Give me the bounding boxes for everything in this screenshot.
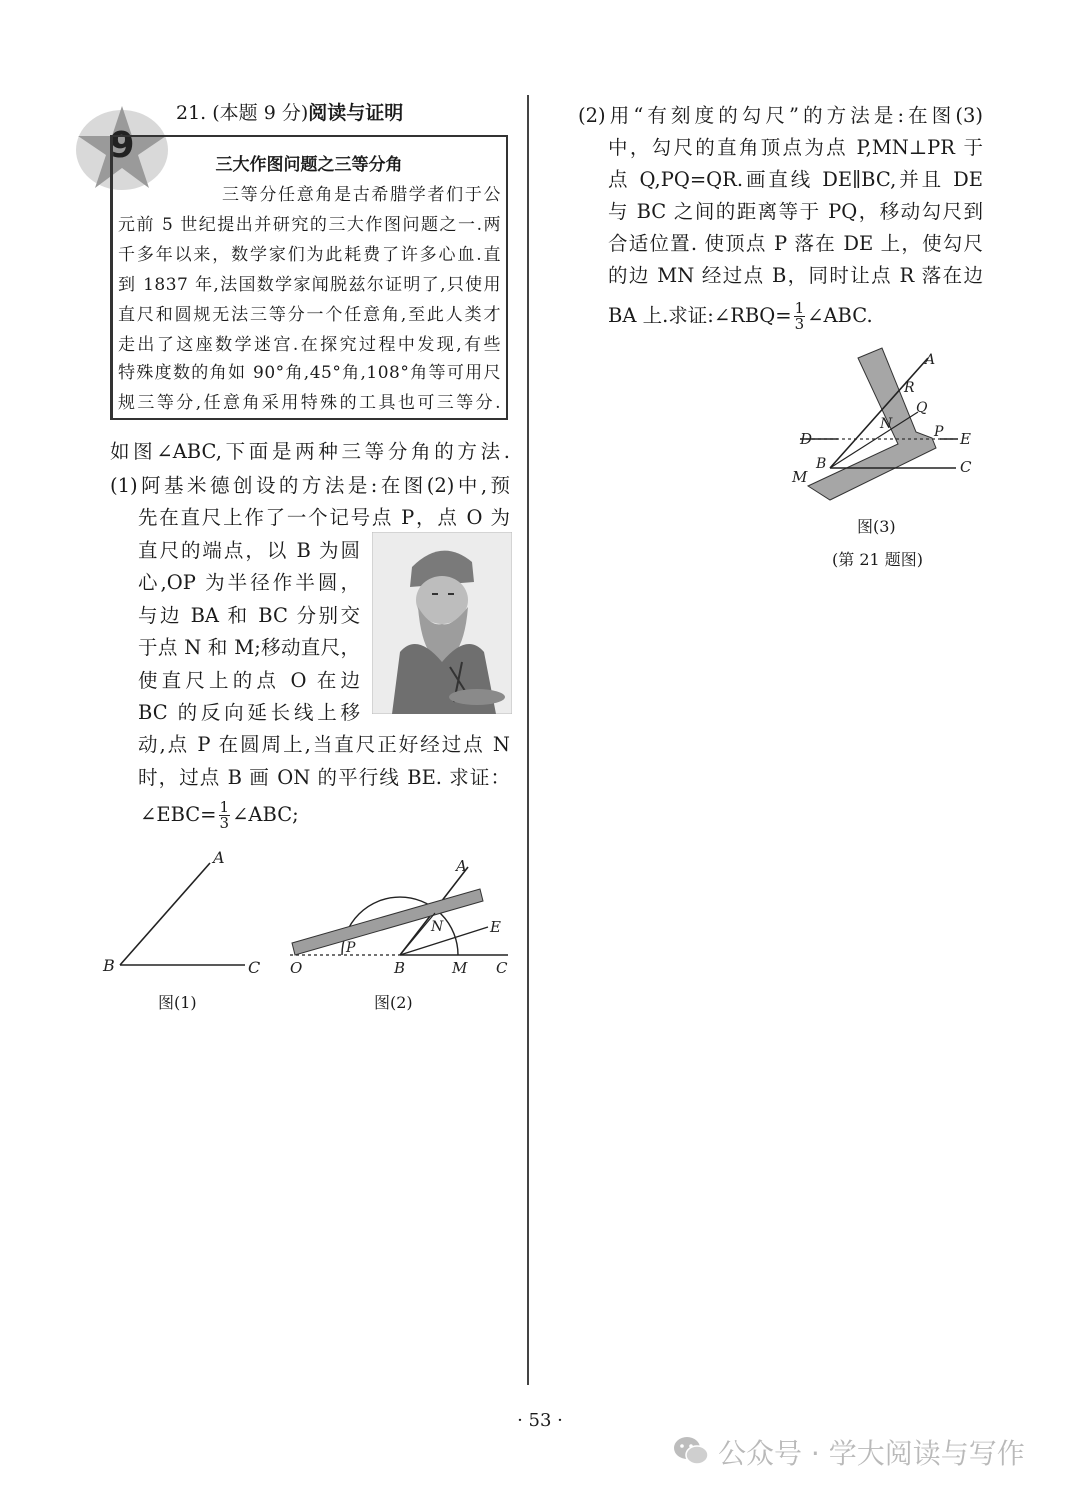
reading-box-title: 三大作图问题之三等分角 xyxy=(215,155,403,175)
label-e: E xyxy=(960,430,971,448)
label-b: B xyxy=(103,956,115,975)
label-e: E xyxy=(490,918,501,936)
ray-be xyxy=(400,927,488,955)
question-number: 21. (本题 9 分) xyxy=(176,102,309,124)
part2-line: 的边 MN 经过点 B，同时让点 R 落在边 xyxy=(608,264,983,287)
figure-3-caption: 图(3) xyxy=(857,517,896,536)
part2-line: 与 BC 之间的距离等于 PQ，移动勾尺到 xyxy=(608,200,983,223)
label-p: P xyxy=(934,424,944,440)
label-m: M xyxy=(452,959,468,977)
figure-2 xyxy=(280,855,515,985)
label-r: R xyxy=(904,380,915,396)
label-n: N xyxy=(880,416,893,432)
part2-formula: BA 上.求证:∠RBQ= $\frac{1}{3}$ ∠ABC. xyxy=(608,299,873,333)
intro-line: 如图∠ABC,下面是两种三等分角的方法. xyxy=(110,440,510,463)
part2-line: 点 Q,PQ=QR.画直线 DE∥BC,并且 DE xyxy=(608,168,983,191)
figure-group-caption: (第 21 题图) xyxy=(832,550,924,569)
reading-line: 到 1837 年,法国数学家闻脱兹尔证明了,只使用 xyxy=(118,275,501,295)
label-n: N xyxy=(431,919,444,935)
badge-number: 9 xyxy=(109,125,135,166)
reading-line: 走出了这座数学迷宫.在探究过程中发现,有些 xyxy=(118,335,501,355)
label-c: C xyxy=(248,958,261,977)
wechat-icon xyxy=(672,1434,710,1468)
label-p: P xyxy=(346,940,356,956)
label-a: A xyxy=(456,857,467,875)
fraction: $\frac{1}{3}$ xyxy=(219,798,230,832)
figure-3 xyxy=(790,340,990,510)
label-q: Q xyxy=(916,400,928,416)
ray-ba xyxy=(120,863,210,965)
reading-line: 千多年以来，数学家们为此耗费了许多心血.直 xyxy=(118,245,501,265)
label-c: C xyxy=(960,458,972,476)
figure-1 xyxy=(100,845,270,985)
label-a: A xyxy=(213,848,225,867)
part1-line: 动,点 P 在圆周上,当直尺正好经过点 N xyxy=(138,733,510,756)
label-a: A xyxy=(925,352,936,368)
part2-line: (2)用“有刻度的勾尺”的方法是:在图(3) xyxy=(578,104,983,127)
figure-1-caption: 图(1) xyxy=(158,993,197,1012)
part1-line: 心,OP 为半径作半圆， xyxy=(138,571,360,594)
label-c: C xyxy=(496,959,508,977)
part1-formula: ∠EBC= $\frac{1}{3}$ ∠ABC; xyxy=(140,798,299,832)
part1-line: (1)阿基米德创设的方法是:在图(2)中,预 xyxy=(110,474,510,497)
question-header xyxy=(176,98,403,125)
part1-line: 时，过点 B 画 ON 的平行线 BE. 求证： xyxy=(138,766,510,789)
fraction: $\frac{1}{3}$ xyxy=(794,299,805,333)
label-o: O xyxy=(290,959,303,977)
question-type: 阅读与证明 xyxy=(308,102,404,124)
part1-line: 直尺的端点，以 B 为圆 xyxy=(138,539,360,562)
part1-line: 使直尺上的点 O 在边 xyxy=(138,669,360,692)
part2-line: 合适位置. 使顶点 P 落在 DE 上，使勾尺 xyxy=(608,232,983,255)
figure-2-caption: 图(2) xyxy=(374,993,413,1012)
reading-line: 直尺和圆规无法三等分一个任意角,至此人类才 xyxy=(118,305,501,325)
watermark-text: 公众号 · 学大阅读与写作 xyxy=(718,1437,1025,1470)
part1-line: 于点 N 和 M;移动直尺， xyxy=(138,636,360,659)
part2-line: 中，勾尺的直角顶点为点 P,MN⊥PR 于 xyxy=(608,136,983,159)
part1-line: 先在直尺上作了一个记号点 P，点 O 为 xyxy=(138,506,510,529)
reading-line: 元前 5 世纪提出并研究的三大作图问题之一.两 xyxy=(118,215,501,235)
part1-line: BC 的反向延长线上移 xyxy=(138,701,360,724)
reading-line: 规三等分,任意角采用特殊的工具也可三等分. xyxy=(118,393,501,413)
part1-line: 与边 BA 和 BC 分别交 xyxy=(138,604,360,627)
reading-line: 特殊度数的角如 90°角,45°角,108°角等可用尺 xyxy=(118,363,501,383)
label-m: M xyxy=(792,468,808,486)
label-d: D xyxy=(800,430,813,448)
archimedes-portrait xyxy=(372,532,512,714)
page-number: · 53 · xyxy=(517,1410,563,1431)
label-b: B xyxy=(816,456,827,472)
reading-line: 三等分任意角是古希腊学者们于公 xyxy=(222,185,501,205)
column-divider xyxy=(527,95,529,1385)
label-b: B xyxy=(394,959,406,977)
